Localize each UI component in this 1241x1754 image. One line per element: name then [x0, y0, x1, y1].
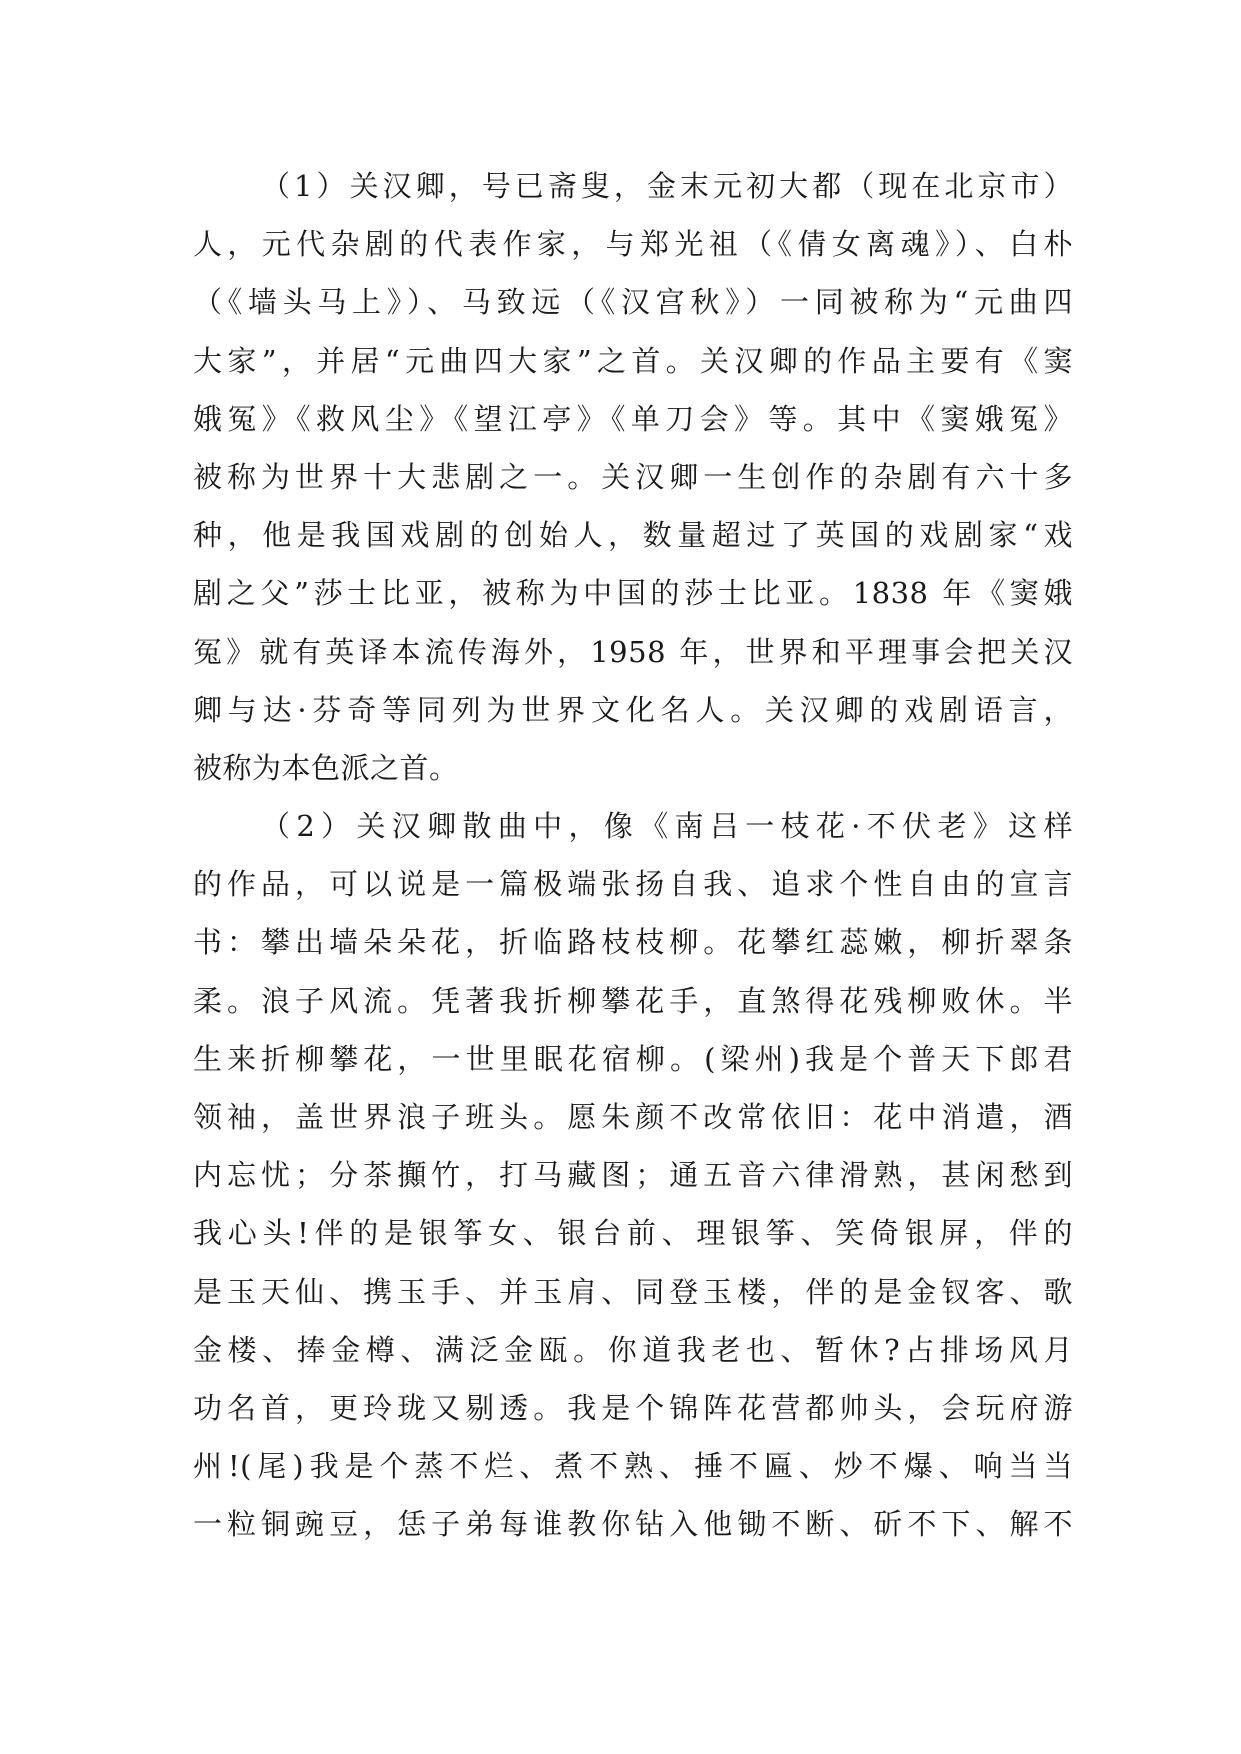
text-line: （1）关汉卿，号已斋叟，金末元初大都（现在北京市） — [261, 169, 1073, 203]
body-text — [193, 157, 1073, 1554]
text-line: 生来折柳攀花，一世里眠花宿柳。(梁州)我是个普天下郎君 — [193, 1041, 1073, 1076]
text-line: 剧之父”莎士比亚，被称为中国的莎士比亚。1838 年《窦娥 — [193, 576, 1073, 611]
text-line: （2）关汉卿散曲中，像《南吕一枝花·不伏老》这样 — [261, 809, 1073, 844]
text-line: 大家”，并居“元曲四大家”之首。关汉卿的作品主要有《窦 — [193, 343, 1073, 378]
text-line: 州!(尾)我是个蒸不烂、煮不熟、捶不匾、炒不爆、响当当 — [193, 1449, 1073, 1484]
text-line: 是玉天仙、携玉手、并玉肩、同登玉楼，伴的是金钗客、歌 — [193, 1274, 1073, 1309]
text-line: 被称为世界十大悲剧之一。关汉卿一生创作的杂剧有六十多 — [193, 459, 1073, 494]
text-line: 内忘忧；分茶攧竹，打马藏图；通五音六律滑熟，甚闲愁到 — [193, 1158, 1073, 1193]
text-line: 领袖，盖世界浪子班头。愿朱颜不改常依旧：花中消遣，酒 — [193, 1100, 1073, 1134]
text-line: 人，元代杂剧的代表作家，与郑光祖（《倩女离魂》）、白朴 — [193, 227, 1073, 262]
text-line: 冤》就有英译本流传海外，1958 年，世界和平理事会把关汉 — [193, 634, 1073, 669]
text-line: 柔。浪子风流。凭著我折柳攀花手，直煞得花残柳败休。半 — [193, 983, 1073, 1018]
text-line: 娥冤》《救风尘》《望江亭》《单刀会》等。其中《窦娥冤》 — [193, 401, 1073, 436]
text-line: 的作品，可以说是一篇极端张扬自我、追求个性自由的宣言 — [193, 867, 1073, 902]
text-line: （《墙头马上》）、马致远（《汉宫秋》）一同被称为“元曲四 — [193, 285, 1073, 320]
text-line: 功名首，更玲珑又剔透。我是个锦阵花营都帅头，会玩府游 — [193, 1390, 1073, 1425]
text-line: 被称为本色派之首。 — [193, 750, 459, 785]
text-line: 书：攀出墙朵朵花，折临路枝枝柳。花攀红蕊嫩，柳折翠条 — [193, 925, 1073, 960]
text-line: 卿与达·芬奇等同列为世界文化名人。关汉卿的戏剧语言， — [193, 692, 1073, 727]
paragraph-1 — [193, 157, 1073, 797]
text-line: 种，他是我国戏剧的创始人，数量超过了英国的戏剧家“戏 — [193, 518, 1073, 553]
paragraph-2 — [193, 797, 1073, 1553]
text-line: 金楼、捧金樽、满泛金瓯。你道我老也、暂休?占排场风月 — [193, 1332, 1073, 1367]
text-line: 我心头!伴的是银筝女、银台前、理银筝、笑倚银屏，伴的 — [193, 1216, 1073, 1251]
text-line: 一粒铜豌豆，恁子弟每谁教你钻入他锄不断、斫不下、解不 — [193, 1507, 1073, 1542]
